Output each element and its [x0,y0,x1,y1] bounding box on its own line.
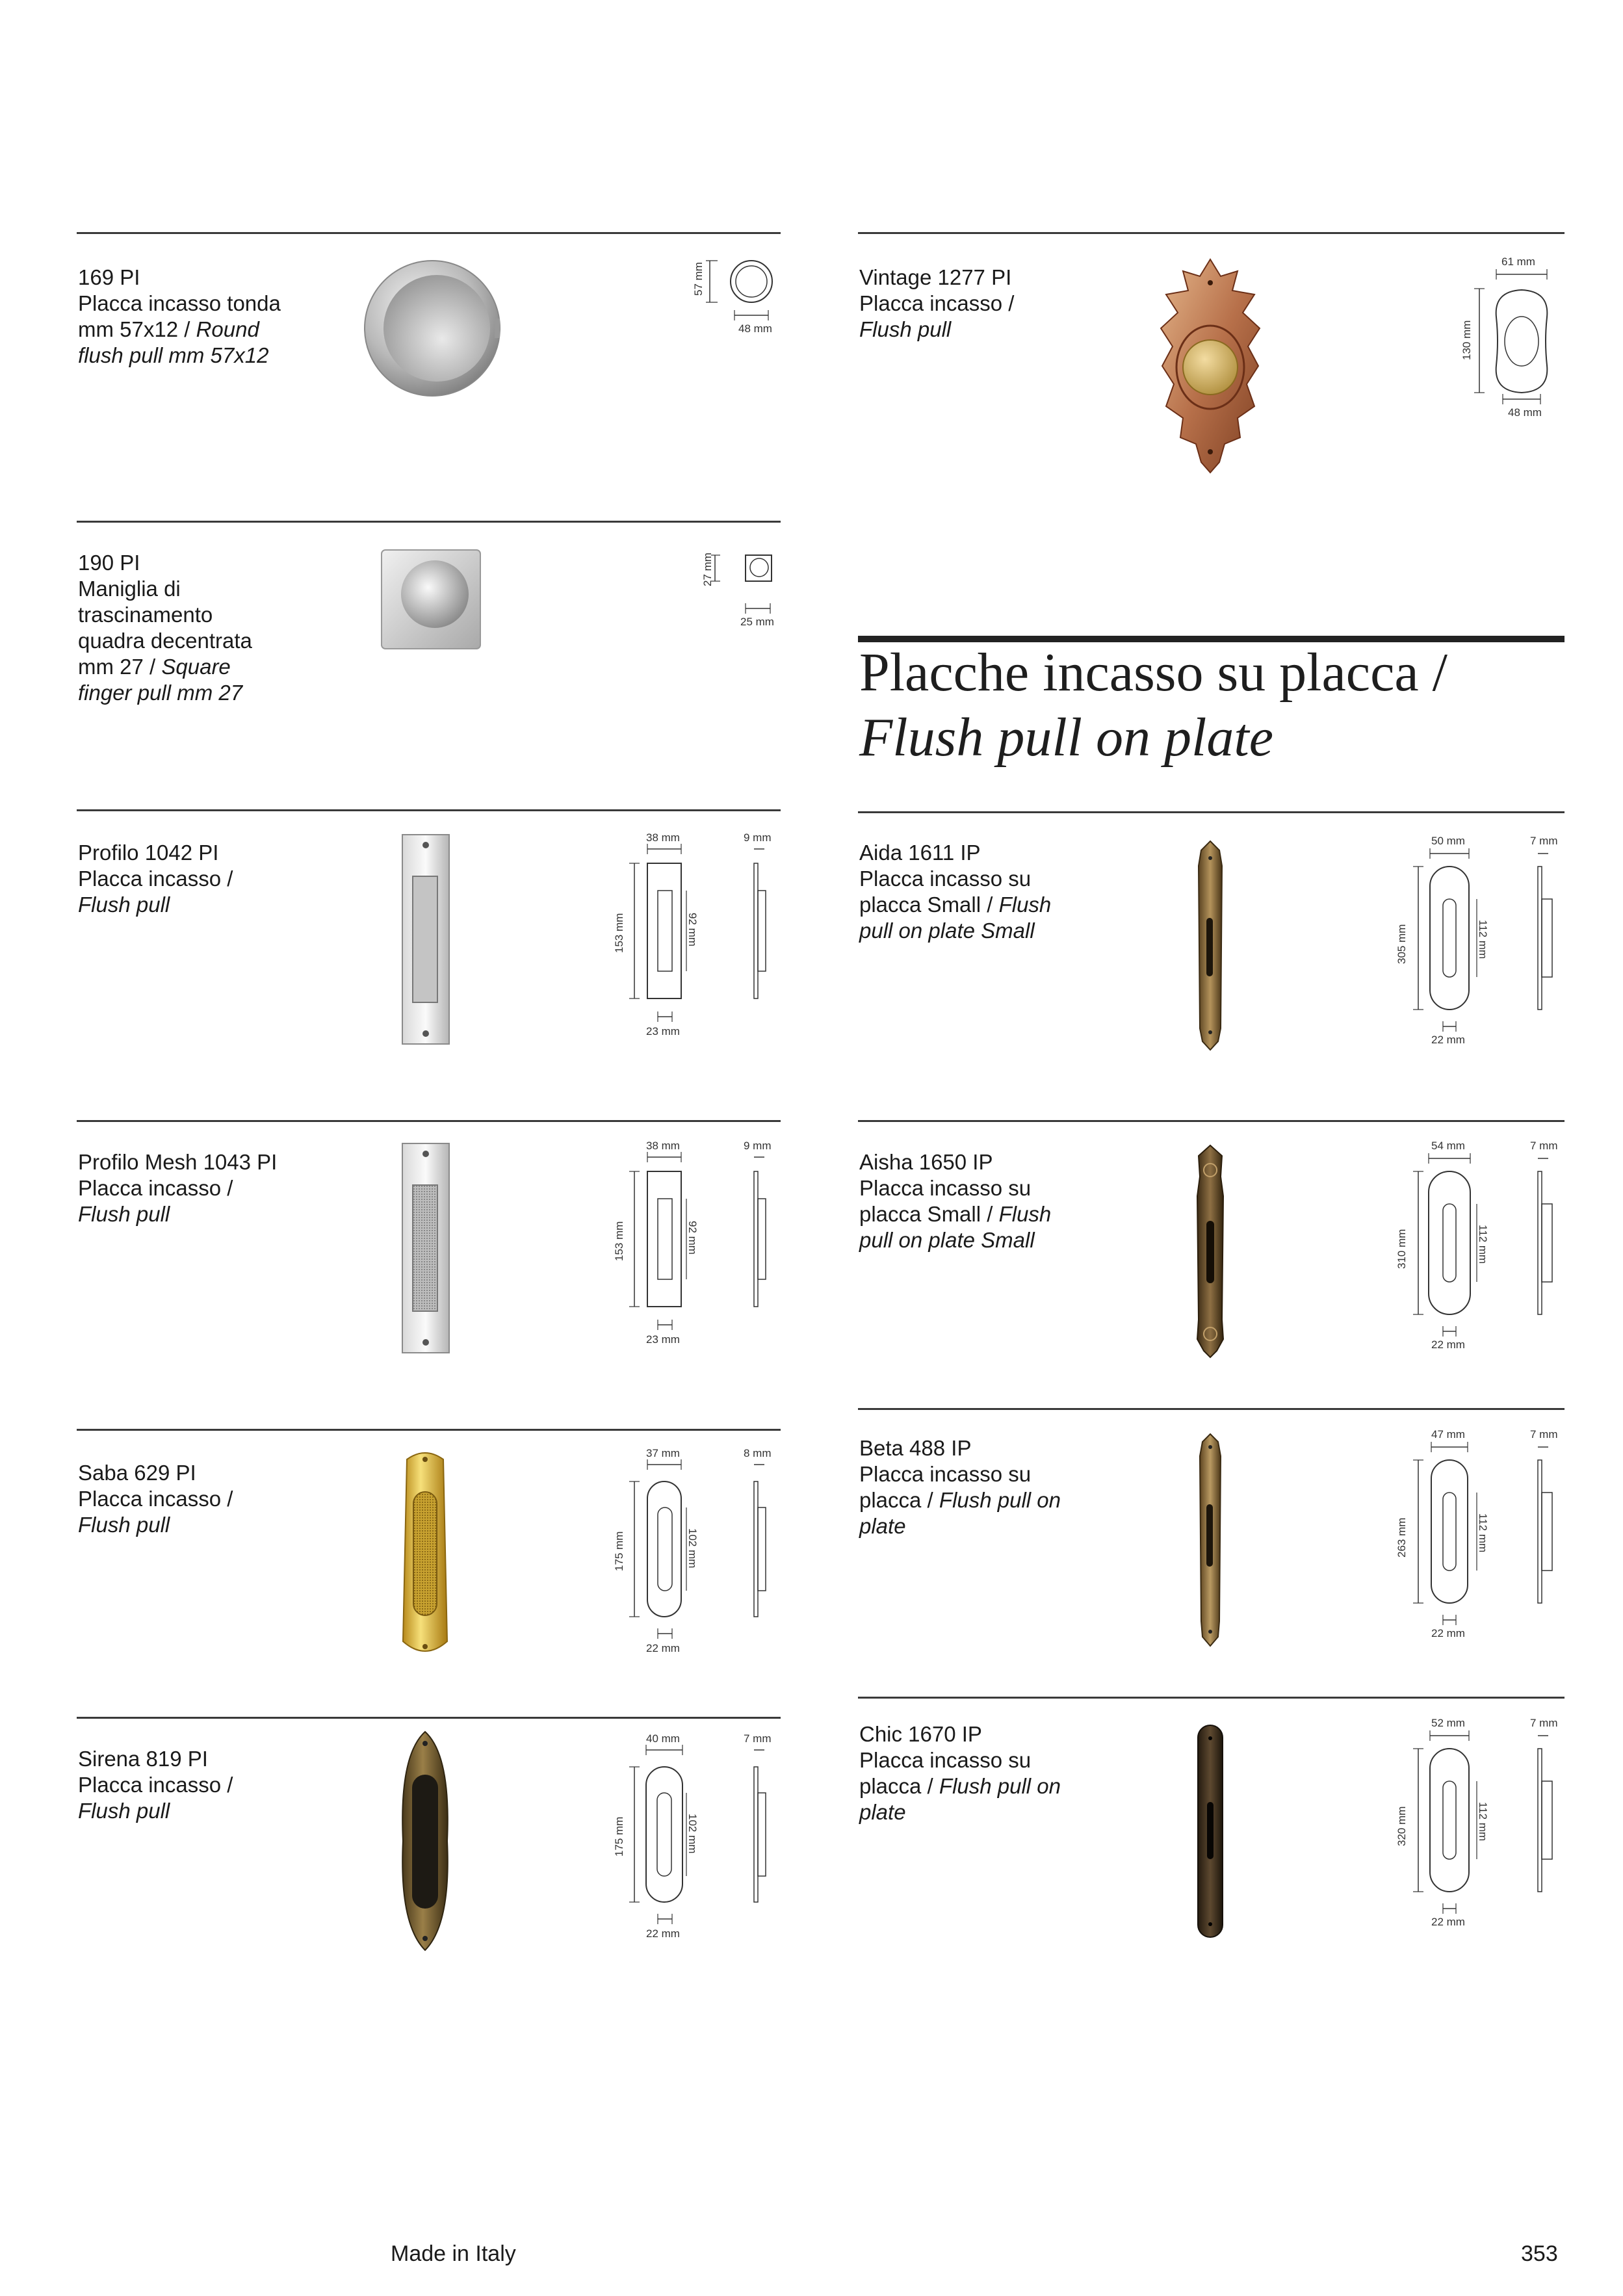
dimension-drawing-1670 [1383,1716,1566,1931]
dimension-label: 9 mm [744,1140,772,1152]
product-photo-190 [379,547,483,651]
product-line-english: Flush pull [859,317,952,341]
product-line: Placca incasso su [859,1462,1032,1486]
dimension-label: 112 mm [1477,1513,1489,1553]
product-photo-169 [361,257,504,400]
dimension-label: 38 mm [646,1140,680,1152]
product-line: quadra decentrata [78,629,252,653]
product-line-english: Flush pull on [939,1774,1061,1798]
divider [858,811,1565,813]
dimension-label: 112 mm [1477,920,1489,959]
product-line [859,1487,1061,1513]
divider [77,1717,781,1719]
product-line: Placca incasso su [859,1176,1032,1200]
product-line-english: finger pull mm 27 [78,681,243,705]
dimension-label: 263 mm [1396,1517,1408,1558]
section-title-line1: Placche incasso su placca / [859,642,1448,703]
dimension-label: 92 mm [686,913,699,946]
dimension-label: 153 mm [613,913,625,953]
divider [858,232,1565,234]
dimension-label: 305 mm [1396,924,1408,964]
dimension-label: 37 mm [646,1447,680,1459]
dimension-label: 50 mm [1431,835,1465,847]
product-photo-1042 [400,832,452,1047]
dimension-label: 102 mm [686,1814,699,1854]
product-photo-1043 [400,1141,452,1355]
product-line: Placca incasso / [78,1487,233,1511]
product-line-english: flush pull mm 57x12 [78,343,269,367]
dimension-label: 54 mm [1431,1140,1465,1152]
product-name: Vintage 1277 PI [859,265,1012,289]
dimension-label: 7 mm [1530,1717,1558,1729]
product-description-1042 [78,840,233,918]
divider [858,1120,1565,1122]
dimension-label: 7 mm [1530,1140,1558,1152]
dimension-label: 92 mm [686,1221,699,1255]
product-name: Sirena 819 PI [78,1747,208,1771]
dimension-label: 23 mm [646,1025,680,1037]
product-line-plain: placca / [859,1774,933,1798]
dimension-label: 48 mm [1508,406,1542,419]
product-line: Maniglia di [78,577,181,601]
product-photo-488 [1195,1433,1226,1647]
product-name: 190 PI [78,551,140,575]
dimension-label: 22 mm [646,1642,680,1654]
section-title-line2: Flush pull on plate [859,707,1273,768]
product-line [859,1201,1051,1227]
product-name: 169 PI [78,265,140,289]
product-line-english: Flush pull [78,1513,170,1537]
product-line: Placca incasso / [859,291,1015,315]
product-line [78,317,281,343]
product-photo-1611 [1195,840,1226,1051]
product-description-488 [859,1435,1061,1539]
dimension-label: 310 mm [1396,1229,1408,1269]
product-line-english: Flush pull on [939,1488,1061,1512]
dimension-label: 48 mm [738,322,772,335]
dimension-drawing-1650 [1383,1139,1566,1353]
dimension-label: 7 mm [1530,835,1558,847]
product-line-english: pull on plate Small [859,919,1035,943]
product-line-english: Flush pull [78,893,170,917]
product-line [859,892,1051,918]
section-title [859,640,1448,770]
divider [77,232,781,234]
dimension-label: 25 mm [740,616,774,628]
product-photo-629 [398,1446,453,1661]
product-line-english: Flush pull [78,1799,170,1823]
dimension-drawing-1611 [1383,834,1566,1049]
product-line-plain: placca / [859,1488,933,1512]
product-name: Aida 1611 IP [859,841,981,865]
product-line [78,654,252,680]
dimension-drawing-488 [1383,1428,1566,1642]
product-line-english: Round [196,317,259,341]
dimension-label: 22 mm [1431,1916,1465,1928]
product-line-english: Flush [998,1202,1052,1226]
product-name: Saba 629 PI [78,1461,196,1485]
dimension-label: 22 mm [1431,1338,1465,1351]
dimension-label: 40 mm [646,1732,680,1745]
product-photo-1670 [1195,1724,1225,1938]
dimension-label: 8 mm [744,1447,772,1459]
dimension-label: 22 mm [1431,1034,1465,1046]
dimension-label: 153 mm [613,1221,625,1261]
product-line-english: plate [859,1800,906,1824]
dimension-drawing-169 [689,250,786,348]
product-line-english: pull on plate Small [859,1228,1035,1252]
divider [858,1697,1565,1699]
divider [77,1429,781,1431]
dimension-drawing-1042 [606,831,781,1045]
divider [77,809,781,811]
product-description-1043 [78,1149,277,1227]
dimension-drawing-1043 [606,1139,781,1353]
dimension-label: 175 mm [613,1816,625,1857]
product-line-english: plate [859,1514,906,1538]
product-line-english: Square [161,655,231,679]
product-description-1611 [859,840,1051,944]
dimension-label: 23 mm [646,1333,680,1346]
product-line: trascinamento [78,603,213,627]
product-line: Placca incasso su [859,867,1032,891]
dimension-label: 102 mm [686,1528,699,1569]
product-line: Placca incasso / [78,1176,233,1200]
product-description-819 [78,1746,233,1824]
product-description-1277 [859,265,1014,343]
product-line-plain: mm 57x12 / [78,317,190,341]
product-line-plain: mm 27 / [78,655,156,679]
product-line: Placca incasso su [859,1748,1032,1772]
dimension-label: 38 mm [646,831,680,844]
product-name: Chic 1670 IP [859,1722,982,1746]
dimension-label: 130 mm [1461,320,1473,360]
product-description-1670 [859,1721,1061,1825]
product-line: Placca incasso / [78,867,233,891]
product-description-1650 [859,1149,1051,1253]
dimension-label: 47 mm [1431,1428,1465,1441]
dimension-label: 175 mm [613,1531,625,1571]
dimension-label: 7 mm [1530,1428,1558,1441]
product-line [859,1773,1061,1799]
dimension-label: 22 mm [1431,1627,1465,1639]
divider [858,1408,1565,1410]
divider [77,521,781,523]
dimension-label: 22 mm [646,1927,680,1940]
product-photo-1277 [1157,257,1264,475]
product-line-plain: placca Small / [859,893,993,917]
product-line: Placca incasso / [78,1773,233,1797]
dimension-drawing-190 [699,546,783,631]
product-description-169 [78,265,281,369]
product-name: Beta 488 IP [859,1436,972,1460]
product-photo-1650 [1193,1144,1227,1359]
product-description-629 [78,1460,233,1538]
product-line: Placca incasso tonda [78,291,281,315]
page-number: 353 [1521,2241,1558,2266]
dimension-label: 320 mm [1396,1806,1408,1846]
dimension-label: 112 mm [1477,1225,1489,1264]
dimension-drawing-629 [606,1446,781,1661]
dimension-drawing-819 [606,1732,781,1946]
footer-made-in-italy: Made in Italy [391,2241,516,2266]
dimension-drawing-1277 [1449,255,1566,424]
dimension-label: 27 mm [701,553,714,586]
product-description-190 [78,550,252,706]
product-line-plain: placca Small / [859,1202,993,1226]
dimension-label: 57 mm [692,262,705,296]
product-line-english: Flush [998,893,1052,917]
dimension-label: 7 mm [744,1732,772,1745]
product-name: Profilo Mesh 1043 PI [78,1150,278,1174]
dimension-label: 52 mm [1431,1717,1465,1729]
product-line-english: Flush pull [78,1202,170,1226]
dimension-label: 61 mm [1501,255,1535,268]
product-name: Profilo 1042 PI [78,841,219,865]
dimension-label: 9 mm [744,831,772,844]
divider [77,1120,781,1122]
product-name: Aisha 1650 IP [859,1150,993,1174]
product-photo-819 [398,1729,453,1953]
dimension-label: 112 mm [1477,1802,1489,1842]
